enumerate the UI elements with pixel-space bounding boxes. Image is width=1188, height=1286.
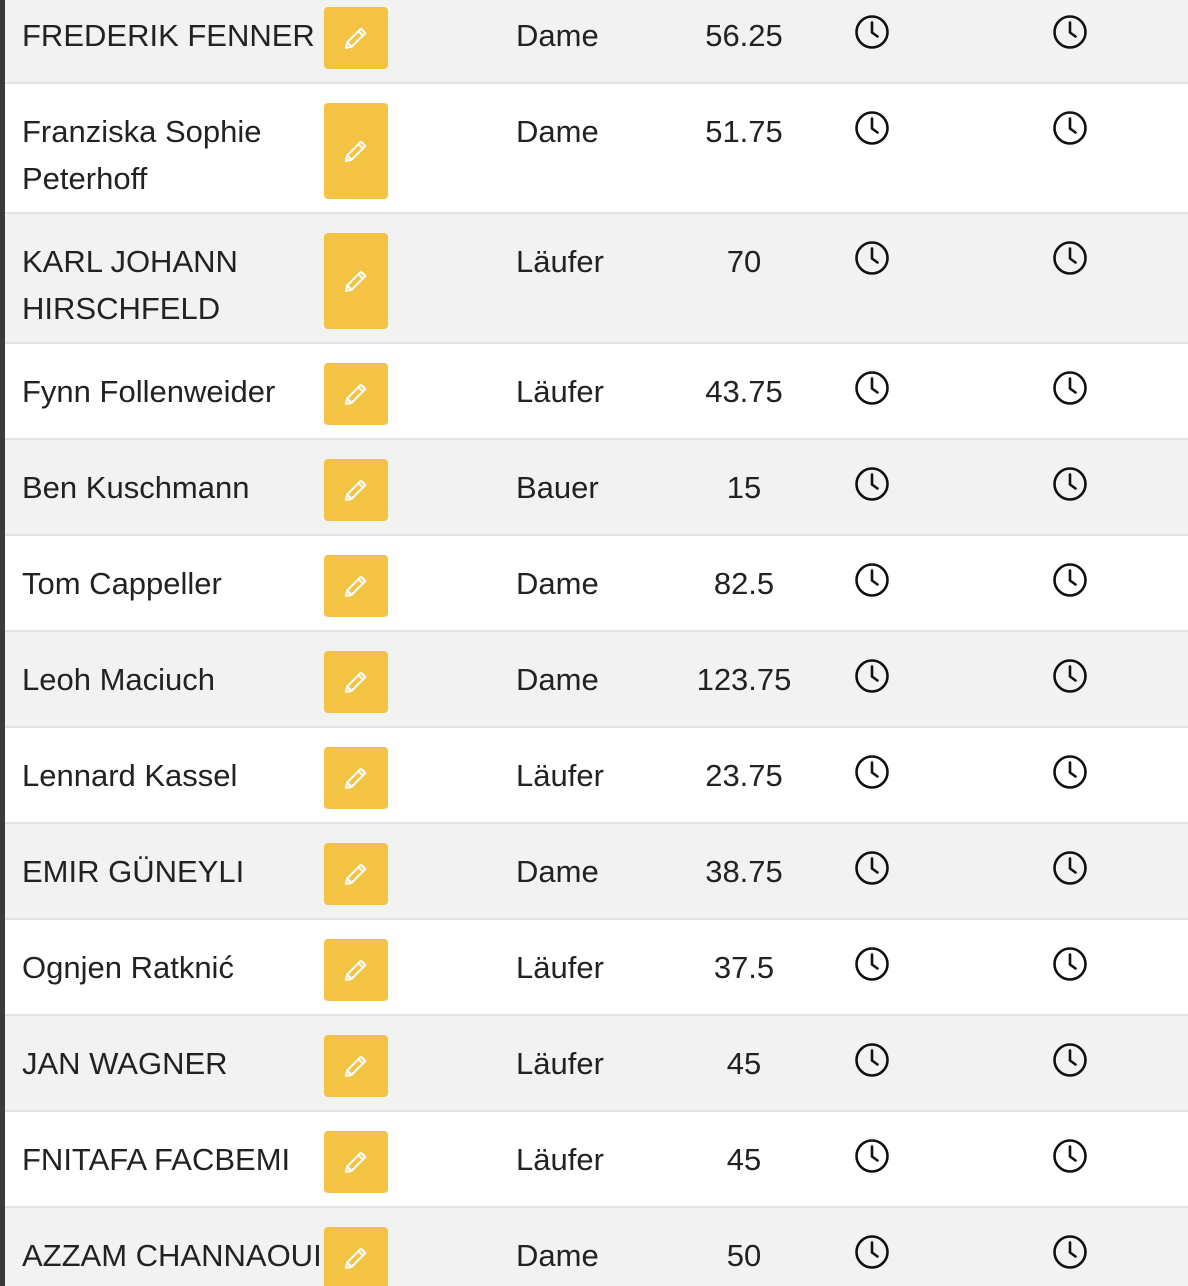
score-value: 45 [726, 1142, 762, 1177]
clock-icon[interactable] [854, 1042, 890, 1078]
player-name: FREDERIK FENNER [22, 18, 315, 53]
clock-icon[interactable] [1052, 466, 1088, 502]
player-name: Ben Kuschmann [22, 470, 250, 505]
clock-icon[interactable] [854, 754, 890, 790]
clock-icon[interactable] [1052, 658, 1088, 694]
piece-type: Bauer [516, 470, 599, 505]
edit-button[interactable] [324, 1131, 388, 1193]
edit-button[interactable] [324, 843, 388, 905]
edit-button[interactable] [324, 1227, 388, 1286]
player-name: Leoh Maciuch [22, 662, 216, 697]
edit-button[interactable] [324, 747, 388, 809]
pencil-icon [341, 379, 371, 409]
pencil-icon [341, 1147, 371, 1177]
clock-icon[interactable] [1052, 850, 1088, 886]
clock-icon[interactable] [854, 466, 890, 502]
table-row [5, 824, 1188, 920]
score-value: 37.5 [713, 950, 775, 985]
pencil-icon [341, 955, 371, 985]
table-row [5, 440, 1188, 536]
clock-icon[interactable] [1052, 562, 1088, 598]
table-row [5, 1016, 1188, 1112]
clock-icon[interactable] [854, 946, 890, 982]
edit-button[interactable] [324, 363, 388, 425]
table-row [5, 214, 1188, 344]
pencil-icon [341, 667, 371, 697]
pencil-icon [341, 859, 371, 889]
edit-button[interactable] [324, 555, 388, 617]
piece-type: Läufer [516, 1142, 604, 1177]
score-value: 45 [726, 1046, 762, 1081]
piece-type: Läufer [516, 758, 604, 793]
table-row [5, 728, 1188, 824]
clock-icon[interactable] [1052, 14, 1088, 50]
pencil-icon [341, 23, 371, 53]
piece-type: Läufer [516, 950, 604, 985]
table-row [5, 1208, 1188, 1286]
clock-icon[interactable] [854, 110, 890, 146]
pencil-icon [341, 571, 371, 601]
piece-type: Läufer [516, 244, 604, 279]
pencil-icon [341, 1243, 371, 1273]
piece-type: Dame [516, 114, 599, 149]
player-name: FNITAFA FACBEMI [22, 1142, 291, 1177]
table-row [5, 1112, 1188, 1208]
edit-button[interactable] [324, 651, 388, 713]
clock-icon[interactable] [1052, 754, 1088, 790]
clock-icon[interactable] [1052, 370, 1088, 406]
pencil-icon [341, 763, 371, 793]
piece-type: Dame [516, 1238, 599, 1273]
player-name: AZZAM CHANNAOUI [22, 1238, 322, 1273]
score-value: 15 [726, 470, 762, 505]
clock-icon[interactable] [1052, 1042, 1088, 1078]
table-row [5, 536, 1188, 632]
player-name: JAN WAGNER [22, 1046, 228, 1081]
table-row [5, 920, 1188, 1016]
score-value: 123.75 [696, 662, 792, 697]
piece-type: Läufer [516, 374, 604, 409]
player-name: Ognjen Ratknić [22, 950, 234, 985]
edit-button[interactable] [324, 459, 388, 521]
pencil-icon [341, 136, 371, 166]
table-row [5, 632, 1188, 728]
piece-type: Dame [516, 662, 599, 697]
table-row [5, 344, 1188, 440]
clock-icon[interactable] [854, 1138, 890, 1174]
piece-type: Dame [516, 18, 599, 53]
edit-button[interactable] [324, 939, 388, 1001]
score-value: 70 [726, 244, 762, 279]
player-name: Lennard Kassel [22, 758, 238, 793]
player-table [5, 0, 1188, 1286]
clock-icon[interactable] [854, 1234, 890, 1270]
piece-type: Dame [516, 566, 599, 601]
clock-icon[interactable] [854, 240, 890, 276]
clock-icon[interactable] [1052, 1234, 1088, 1270]
edit-button[interactable] [324, 233, 388, 329]
piece-type: Läufer [516, 1046, 604, 1081]
score-value: 51.75 [705, 114, 783, 149]
player-name: EMIR GÜNEYLI [22, 854, 245, 889]
clock-icon[interactable] [854, 14, 890, 50]
edit-button[interactable] [324, 1035, 388, 1097]
player-name: Fynn Follenweider [22, 374, 276, 409]
clock-icon[interactable] [854, 562, 890, 598]
piece-type: Dame [516, 854, 599, 889]
table-row [5, 84, 1188, 214]
table-row [5, 0, 1188, 84]
score-value: 38.75 [705, 854, 783, 889]
edit-button[interactable] [324, 103, 388, 199]
pencil-icon [341, 475, 371, 505]
clock-icon[interactable] [1052, 240, 1088, 276]
pencil-icon [341, 266, 371, 296]
clock-icon[interactable] [854, 850, 890, 886]
player-name: Franziska Sophie Peterhoff [22, 114, 262, 196]
score-value: 23.75 [705, 758, 783, 793]
pencil-icon [341, 1051, 371, 1081]
clock-icon[interactable] [854, 370, 890, 406]
score-value: 43.75 [705, 374, 783, 409]
player-name: Tom Cappeller [22, 566, 222, 601]
clock-icon[interactable] [1052, 110, 1088, 146]
edit-button[interactable] [324, 7, 388, 69]
player-name: KARL JOHANN HIRSCHFELD [22, 244, 238, 326]
score-value: 50 [726, 1238, 762, 1273]
score-value: 82.5 [713, 566, 775, 601]
clock-icon[interactable] [1052, 1138, 1088, 1174]
score-value: 56.25 [705, 18, 783, 53]
clock-icon[interactable] [854, 658, 890, 694]
clock-icon[interactable] [1052, 946, 1088, 982]
